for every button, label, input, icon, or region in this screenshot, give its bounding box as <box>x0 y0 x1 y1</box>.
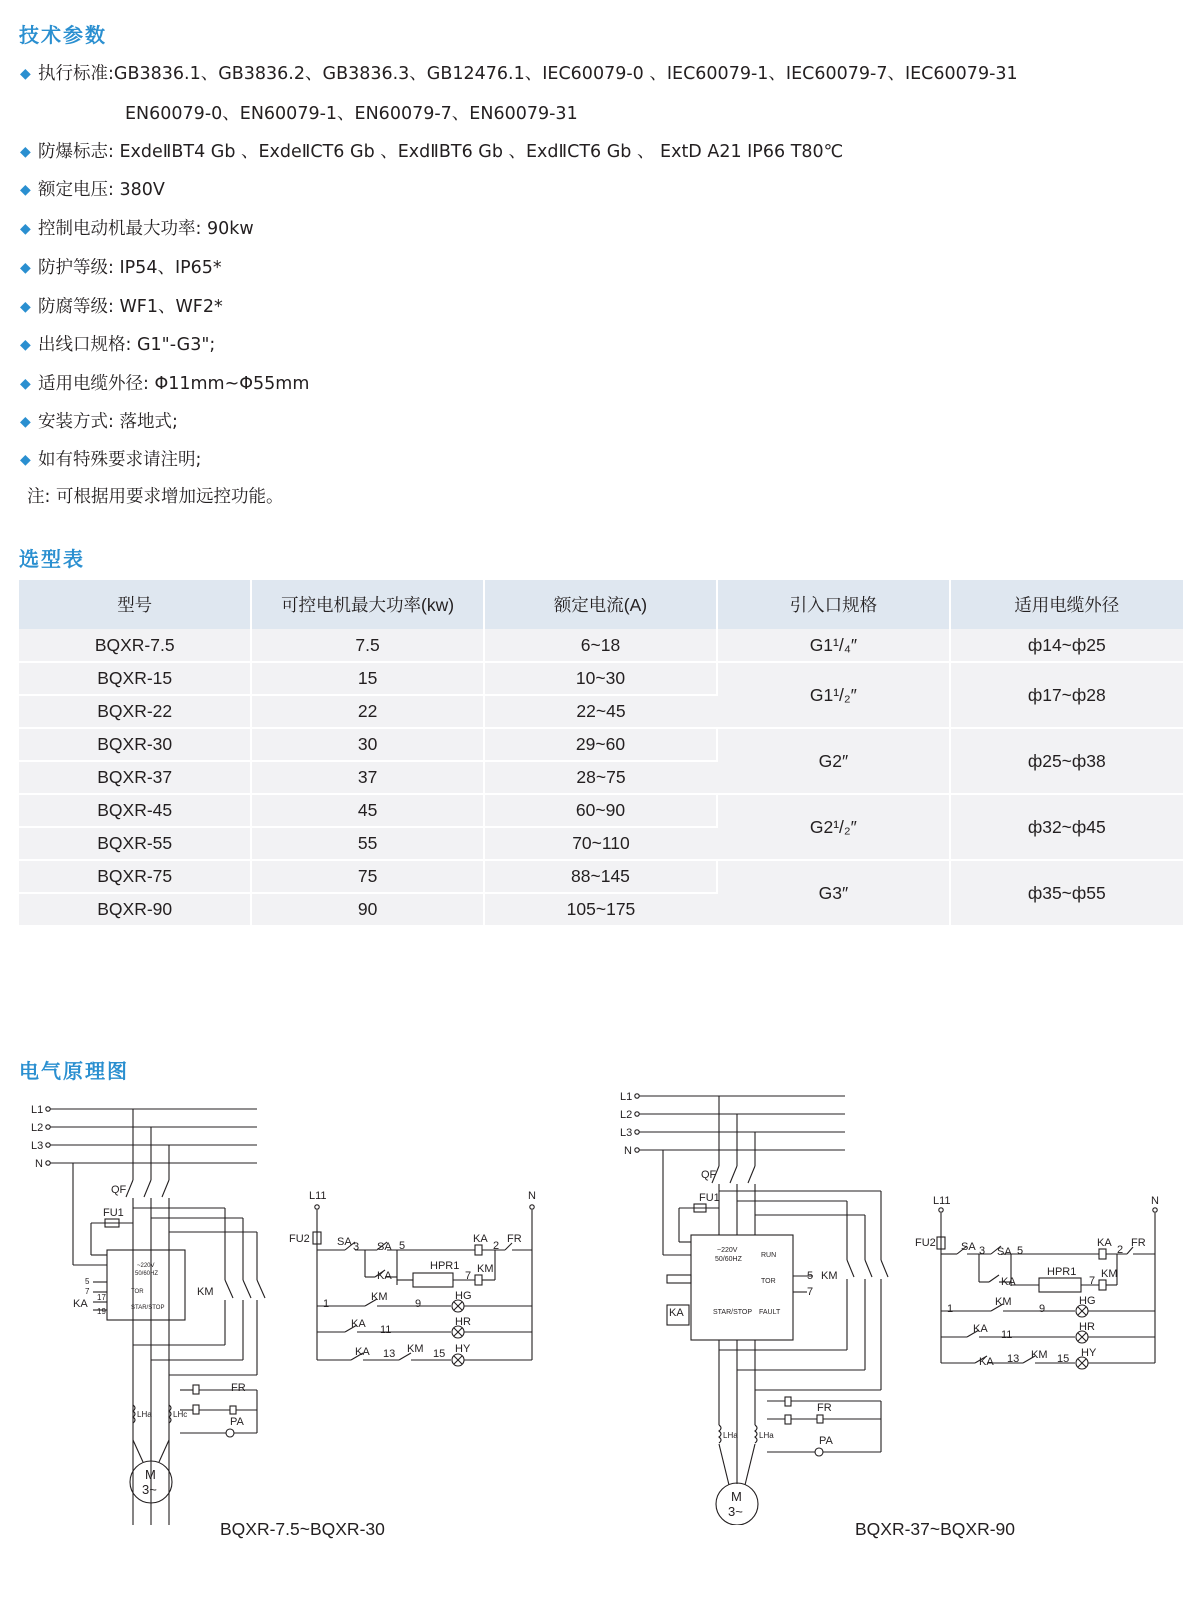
label-km-coil-left: KM <box>477 1263 494 1275</box>
label-l2: L2 <box>31 1122 44 1134</box>
cell-power: 7.5 <box>251 629 483 662</box>
term-19: 19 <box>97 1307 106 1316</box>
cell-current: 10~30 <box>484 662 717 695</box>
label-l2-right: L2 <box>620 1109 633 1121</box>
table-row <box>19 794 1183 827</box>
ctrl-voltage: ~220V <box>137 1263 155 1269</box>
controller-box-right <box>691 1235 793 1340</box>
cell-cable: ф32~ф45 <box>950 794 1183 860</box>
diamond-bullet-icon: ◆ <box>20 299 31 315</box>
spec-continuation: EN60079-0、EN60079-1、EN60079-7、EN60079-31 <box>125 104 578 124</box>
ctrl-hz-right: 50/60HZ <box>715 1256 742 1263</box>
spec-item <box>20 449 201 471</box>
label-hg-right: HG <box>1079 1295 1096 1307</box>
diamond-bullet-icon: ◆ <box>20 66 31 82</box>
spec-value: Φ11mm~Φ55mm <box>148 374 310 394</box>
cell-current: 70~110 <box>484 827 717 860</box>
diamond-bullet-icon: ◆ <box>20 182 31 198</box>
label-7-right: 7 <box>1089 1275 1096 1287</box>
motor-phase-left: 3~ <box>142 1482 157 1497</box>
label-9-left: 9 <box>415 1298 422 1310</box>
motor-label-right: M <box>731 1489 742 1504</box>
cell-current: 6~18 <box>484 629 717 662</box>
spec-value: 90kw <box>201 219 254 239</box>
label-l3: L3 <box>31 1140 44 1152</box>
spec-value: 380V <box>113 180 165 200</box>
label-3-right: 3 <box>979 1245 986 1257</box>
diamond-bullet-icon: ◆ <box>20 144 31 160</box>
label-fu1: FU1 <box>103 1207 124 1219</box>
spec-label: 执行标准: <box>38 64 114 84</box>
label-ka-mid-right: KA <box>1001 1276 1016 1288</box>
section-title-tech: 技术参数 <box>19 23 107 47</box>
spec-item <box>20 141 843 163</box>
label-pa-left: PA <box>230 1416 244 1428</box>
label-13-right: 13 <box>1007 1353 1020 1365</box>
cell-model: BQXR-7.5 <box>19 629 251 662</box>
label-3-left: 3 <box>353 1241 360 1253</box>
label-fr-ctrl-left: FR <box>507 1233 522 1245</box>
label-km-hg-left: KM <box>371 1291 388 1303</box>
label-13-left: 13 <box>383 1348 396 1360</box>
ctrl-tor: TOR <box>131 1289 144 1295</box>
label-fr-left: FR <box>231 1382 246 1394</box>
cell-model: BQXR-30 <box>19 728 251 761</box>
spec-label: 防护等级: <box>38 258 114 278</box>
header-current: 额定电流(A) <box>484 580 717 629</box>
label-ka-hy-right: KA <box>979 1356 994 1368</box>
cell-thread: G2″ <box>717 728 949 794</box>
label-lha-left: LHa <box>137 1410 152 1419</box>
motor-phase-right: 3~ <box>728 1504 743 1519</box>
term-5: 5 <box>85 1277 90 1286</box>
cell-model: BQXR-75 <box>19 860 251 893</box>
cell-current: 105~175 <box>484 893 717 926</box>
spec-item <box>20 411 178 433</box>
ctrl-run-right: RUN <box>761 1252 777 1259</box>
label-l11-right: L11 <box>933 1195 951 1207</box>
spec-label: 控制电动机最大功率: <box>38 219 202 239</box>
cell-current: 88~145 <box>484 860 717 893</box>
label-lha-right-a: LHa <box>723 1431 738 1440</box>
label-l1-right: L1 <box>620 1091 633 1103</box>
label-n-right: N <box>624 1145 632 1157</box>
label-lha-right-b: LHa <box>759 1431 774 1440</box>
label-ka-mid-left: KA <box>377 1270 392 1282</box>
spec-label: 安装方式: <box>38 412 114 432</box>
spec-label: 出线口规格: <box>38 335 132 355</box>
cell-current: 22~45 <box>484 695 717 728</box>
header-model: 型号 <box>19 580 251 629</box>
label-hpr1-left: HPR1 <box>430 1260 460 1272</box>
ctrl-fault-right: FAULT <box>759 1309 781 1316</box>
term-7-right: 7 <box>807 1286 814 1298</box>
label-hg-left: HG <box>455 1290 472 1302</box>
ctrl-tor-right: TOR <box>761 1278 776 1285</box>
label-ka-hr-left: KA <box>351 1318 366 1330</box>
cell-model: BQXR-45 <box>19 794 251 827</box>
label-hpr1-right: HPR1 <box>1047 1266 1077 1278</box>
table-row <box>19 662 1183 695</box>
caption-left: BQXR-7.5~BQXR-30 <box>220 1519 385 1539</box>
label-1-right: 1 <box>947 1303 954 1315</box>
section-title-schematic: 电气原理图 <box>19 1059 129 1083</box>
cell-cable: ф14~ф25 <box>950 629 1183 662</box>
label-qf-right: QF <box>701 1169 717 1181</box>
cell-cable: ф35~ф55 <box>950 860 1183 926</box>
spec-label: 适用电缆外径: <box>38 374 149 394</box>
label-5-left: 5 <box>399 1240 406 1252</box>
cell-model: BQXR-15 <box>19 662 251 695</box>
cell-power: 75 <box>251 860 483 893</box>
label-sa1-right: SA <box>961 1241 976 1253</box>
label-km-coil-right: KM <box>1101 1268 1118 1280</box>
spec-item <box>20 373 309 395</box>
motor-label-left: M <box>145 1467 156 1482</box>
spec-value: GB3836.1、GB3836.2、GB3836.3、GB12476.1、IEC60079-0 、IEC60079-1、IEC60079-7、IEC60079-31 <box>113 64 1018 84</box>
label-hr-right: HR <box>1079 1321 1095 1333</box>
spec-item <box>20 218 254 240</box>
label-sa2-right: SA <box>997 1246 1012 1258</box>
control-circuit-right <box>937 1208 1157 1369</box>
cell-model: BQXR-37 <box>19 761 251 794</box>
label-hr-left: HR <box>455 1316 471 1328</box>
table-header-row <box>19 580 1183 629</box>
label-ka-right: KA <box>669 1307 684 1319</box>
label-2-right: 2 <box>1117 1244 1124 1256</box>
diamond-bullet-icon: ◆ <box>20 376 31 392</box>
ctrl-hz: 50/60HZ <box>135 1271 159 1277</box>
cell-model: BQXR-22 <box>19 695 251 728</box>
label-2-left: 2 <box>493 1240 500 1252</box>
cell-power: 45 <box>251 794 483 827</box>
table-row <box>19 728 1183 761</box>
diamond-bullet-icon: ◆ <box>20 414 31 430</box>
term-17: 17 <box>97 1293 106 1302</box>
cell-power: 15 <box>251 662 483 695</box>
label-1-left: 1 <box>323 1298 330 1310</box>
label-15-left: 15 <box>433 1348 446 1360</box>
label-l3-right: L3 <box>620 1127 633 1139</box>
label-n-ctrl-left: N <box>528 1190 536 1202</box>
table-row <box>19 629 1183 662</box>
label-sa1-left: SA <box>337 1236 352 1248</box>
spec-value: 落地式; <box>113 412 178 432</box>
schematic-left <box>25 1095 565 1525</box>
cell-cable: ф25~ф38 <box>950 728 1183 794</box>
label-fr-right: FR <box>817 1402 832 1414</box>
cell-power: 90 <box>251 893 483 926</box>
spec-item <box>20 63 1018 85</box>
control-circuit-left <box>313 1205 534 1366</box>
label-sa2-left: SA <box>377 1241 392 1253</box>
label-fu2-right: FU2 <box>915 1237 936 1249</box>
label-ka-hr-right: KA <box>973 1323 988 1335</box>
label-fu2-left: FU2 <box>289 1233 310 1245</box>
ctrl-starstop-right: STAR/STOP <box>713 1309 753 1316</box>
cell-power: 22 <box>251 695 483 728</box>
spec-label: 防腐等级: <box>38 297 114 317</box>
label-pa-right: PA <box>819 1435 833 1447</box>
label-l11-left: L11 <box>309 1190 327 1202</box>
cell-thread: G2¹/₂″ <box>717 794 949 860</box>
cell-thread: G3″ <box>717 860 949 926</box>
bus-lines-right <box>635 1094 845 1152</box>
label-ka-top-right: KA <box>1097 1237 1112 1249</box>
term-7: 7 <box>85 1287 90 1296</box>
header-thread: 引入口规格 <box>717 580 949 629</box>
label-km-hy-right: KM <box>1031 1349 1048 1361</box>
spec-item <box>20 179 165 201</box>
label-ka-hy-left: KA <box>355 1346 370 1358</box>
section-title-selection: 选型表 <box>19 547 85 571</box>
cell-cable: ф17~ф28 <box>950 662 1183 728</box>
spec-value: G1"-G3"; <box>131 335 216 355</box>
label-km-right: KM <box>821 1270 838 1282</box>
note: 注: 可根据用要求增加远控功能。 <box>27 487 284 507</box>
spec-item <box>20 334 215 356</box>
spec-value: WF1、WF2* <box>113 297 223 317</box>
label-7-left: 7 <box>465 1270 472 1282</box>
label-n-ctrl-right: N <box>1151 1195 1159 1207</box>
diamond-bullet-icon: ◆ <box>20 221 31 237</box>
diamond-bullet-icon: ◆ <box>20 452 31 468</box>
label-km-left: KM <box>197 1286 214 1298</box>
spec-label: 如有特殊要求请注明; <box>38 450 202 470</box>
label-hy-right: HY <box>1081 1347 1097 1359</box>
label-fu1-right: FU1 <box>699 1192 720 1204</box>
cell-power: 30 <box>251 728 483 761</box>
spec-value: ExdeⅡBT4 Gb 、ExdeⅡCT6 Gb 、ExdⅡBT6 Gb 、ExdⅡCT6 Gb 、 ExtD A21 IP66 T80℃ <box>113 142 844 162</box>
label-ka-left: KA <box>73 1298 88 1310</box>
label-km-hg-right: KM <box>995 1296 1012 1308</box>
ctrl-starstop: STAR/STOP <box>131 1305 165 1311</box>
label-hy-left: HY <box>455 1343 471 1355</box>
cell-thread: G1¹/₂″ <box>717 662 949 728</box>
diamond-bullet-icon: ◆ <box>20 260 31 276</box>
header-power: 可控电机最大功率(kw) <box>251 580 483 629</box>
label-11-left: 11 <box>380 1324 392 1336</box>
label-9-right: 9 <box>1039 1303 1046 1315</box>
label-11-right: 11 <box>1001 1329 1013 1341</box>
term-5-right: 5 <box>807 1270 814 1282</box>
cell-model: BQXR-90 <box>19 893 251 926</box>
selection-table <box>19 580 1183 927</box>
cell-power: 37 <box>251 761 483 794</box>
header-cable: 适用电缆外径 <box>950 580 1183 629</box>
label-ka-top-left: KA <box>473 1233 488 1245</box>
label-l1: L1 <box>31 1104 44 1116</box>
cell-thread: G1¹/₄″ <box>717 629 949 662</box>
label-15-right: 15 <box>1057 1353 1070 1365</box>
cell-power: 55 <box>251 827 483 860</box>
diamond-bullet-icon: ◆ <box>20 337 31 353</box>
spec-label: 额定电压: <box>38 180 114 200</box>
schematic-right <box>617 1080 1177 1525</box>
caption-right: BQXR-37~BQXR-90 <box>855 1519 1015 1539</box>
spec-value: IP54、IP65* <box>113 258 222 278</box>
label-lhc-left: LHc <box>173 1410 188 1419</box>
ctrl-voltage-right: ~220V <box>717 1247 738 1254</box>
spec-item <box>20 296 223 318</box>
qf-breaker <box>126 1109 169 1525</box>
label-qf: QF <box>111 1184 127 1196</box>
label-n: N <box>35 1158 43 1170</box>
cell-current: 28~75 <box>484 761 717 794</box>
spec-item <box>20 257 222 279</box>
cell-current: 29~60 <box>484 728 717 761</box>
table-row <box>19 860 1183 893</box>
label-km-hy-left: KM <box>407 1343 424 1355</box>
cell-current: 60~90 <box>484 794 717 827</box>
spec-label: 防爆标志: <box>38 142 114 162</box>
cell-model: BQXR-55 <box>19 827 251 860</box>
label-5-right: 5 <box>1017 1245 1024 1257</box>
label-fr-ctrl-right: FR <box>1131 1237 1146 1249</box>
